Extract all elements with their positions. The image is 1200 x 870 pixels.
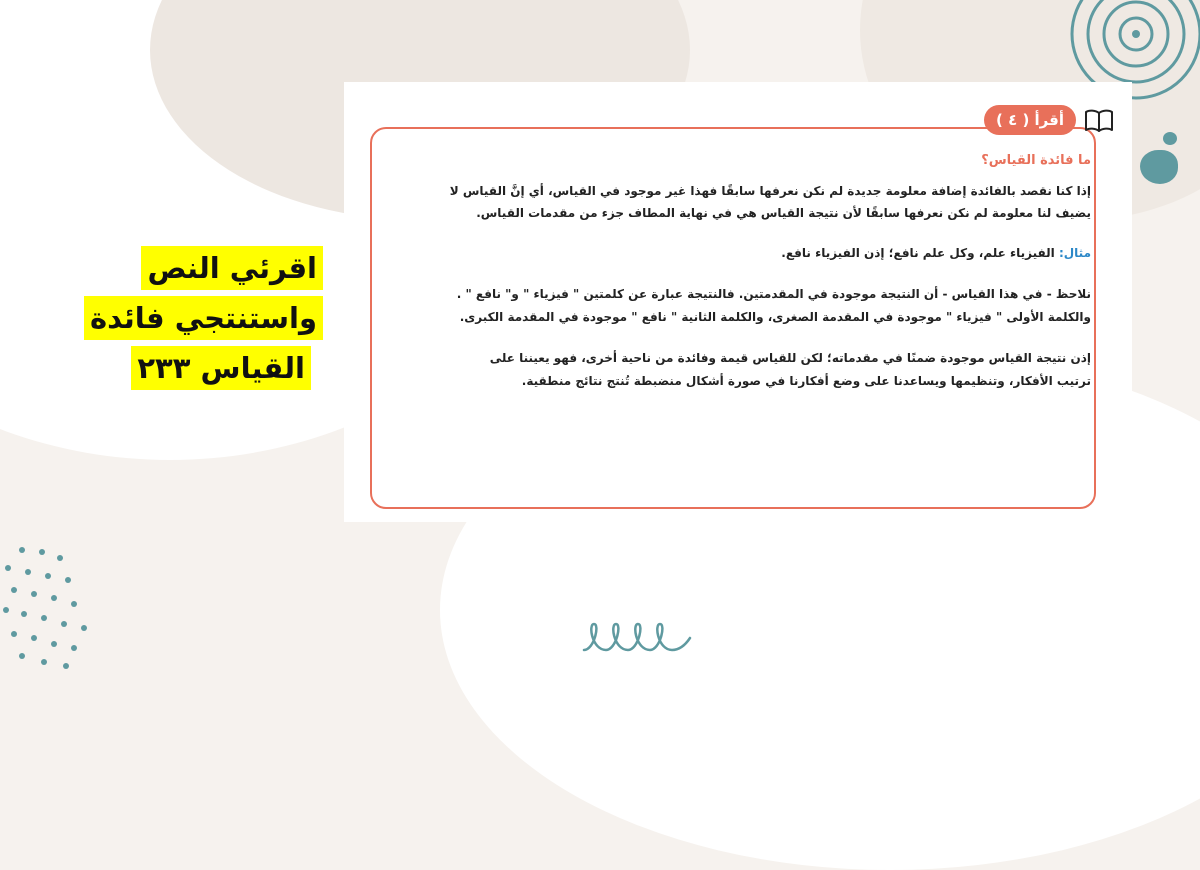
paragraph-line: نلاحظ - في هذا القياس - أن النتيجة موجودة في المقدمتين. فالنتيجة عبارة عن كلمتين " فيزياء " و" نافع " . <box>456 287 1091 301</box>
page-title <box>78 246 323 396</box>
title-line: القياس ٢٣٣ <box>131 346 311 390</box>
paragraph <box>378 283 1091 329</box>
reading-content <box>378 152 1091 393</box>
example-paragraph <box>378 242 1091 265</box>
title-line: اقرئي النص <box>141 246 323 290</box>
reading-tab <box>984 105 1076 135</box>
reading-tab-label: أقرأ ( ٤ ) <box>996 111 1064 129</box>
book-icon <box>1084 108 1114 134</box>
example-label: مثال: <box>1058 246 1091 260</box>
decorative-blob <box>1140 150 1178 184</box>
reading-question: ما فائدة القياس؟ <box>981 153 1091 168</box>
paragraph-line: ترتيب الأفكار، وتنظيمها ويساعدنا على وضع أفكارنا في صورة أشكال منضبطة تُنتج نتائج منطقية. <box>521 374 1091 388</box>
scribble-decoration <box>582 620 692 656</box>
paragraph-line: والكلمة الأولى " فيزياء " موجودة في المقدمة الصغرى، والكلمة الثانية " نافع " موجودة في المقدمة الكبرى. <box>459 310 1091 324</box>
paragraph <box>378 347 1091 393</box>
dots-decoration <box>0 540 110 675</box>
title-line: واستنتجي فائدة <box>84 296 323 340</box>
example-text: الفيزياء علم، وكل علم نافع؛ إذن الفيزياء نافع. <box>781 246 1059 260</box>
decorative-blob <box>1163 132 1177 145</box>
paragraph-line: يضيف لنا معلومة لم نكن نعرفها سابقًا لأن نتيجة القياس هي في نهاية المطاف جزء من مقدمات القياس. <box>476 206 1091 220</box>
paragraph-line: إذا كنا نقصد بالفائدة إضافة معلومة جديدة لم نكن نعرفها سابقًا فهذا غير موجود في القياس، أي إنَّ القياس لا <box>449 184 1091 198</box>
paragraph <box>378 180 1091 224</box>
paragraph-line: إذن نتيجة القياس موجودة ضمنًا في مقدماته؛ لكن للقياس قيمة وفائدة من ناحية أخرى، فهو يعيننا على <box>489 351 1091 365</box>
reading-card <box>344 82 1132 522</box>
